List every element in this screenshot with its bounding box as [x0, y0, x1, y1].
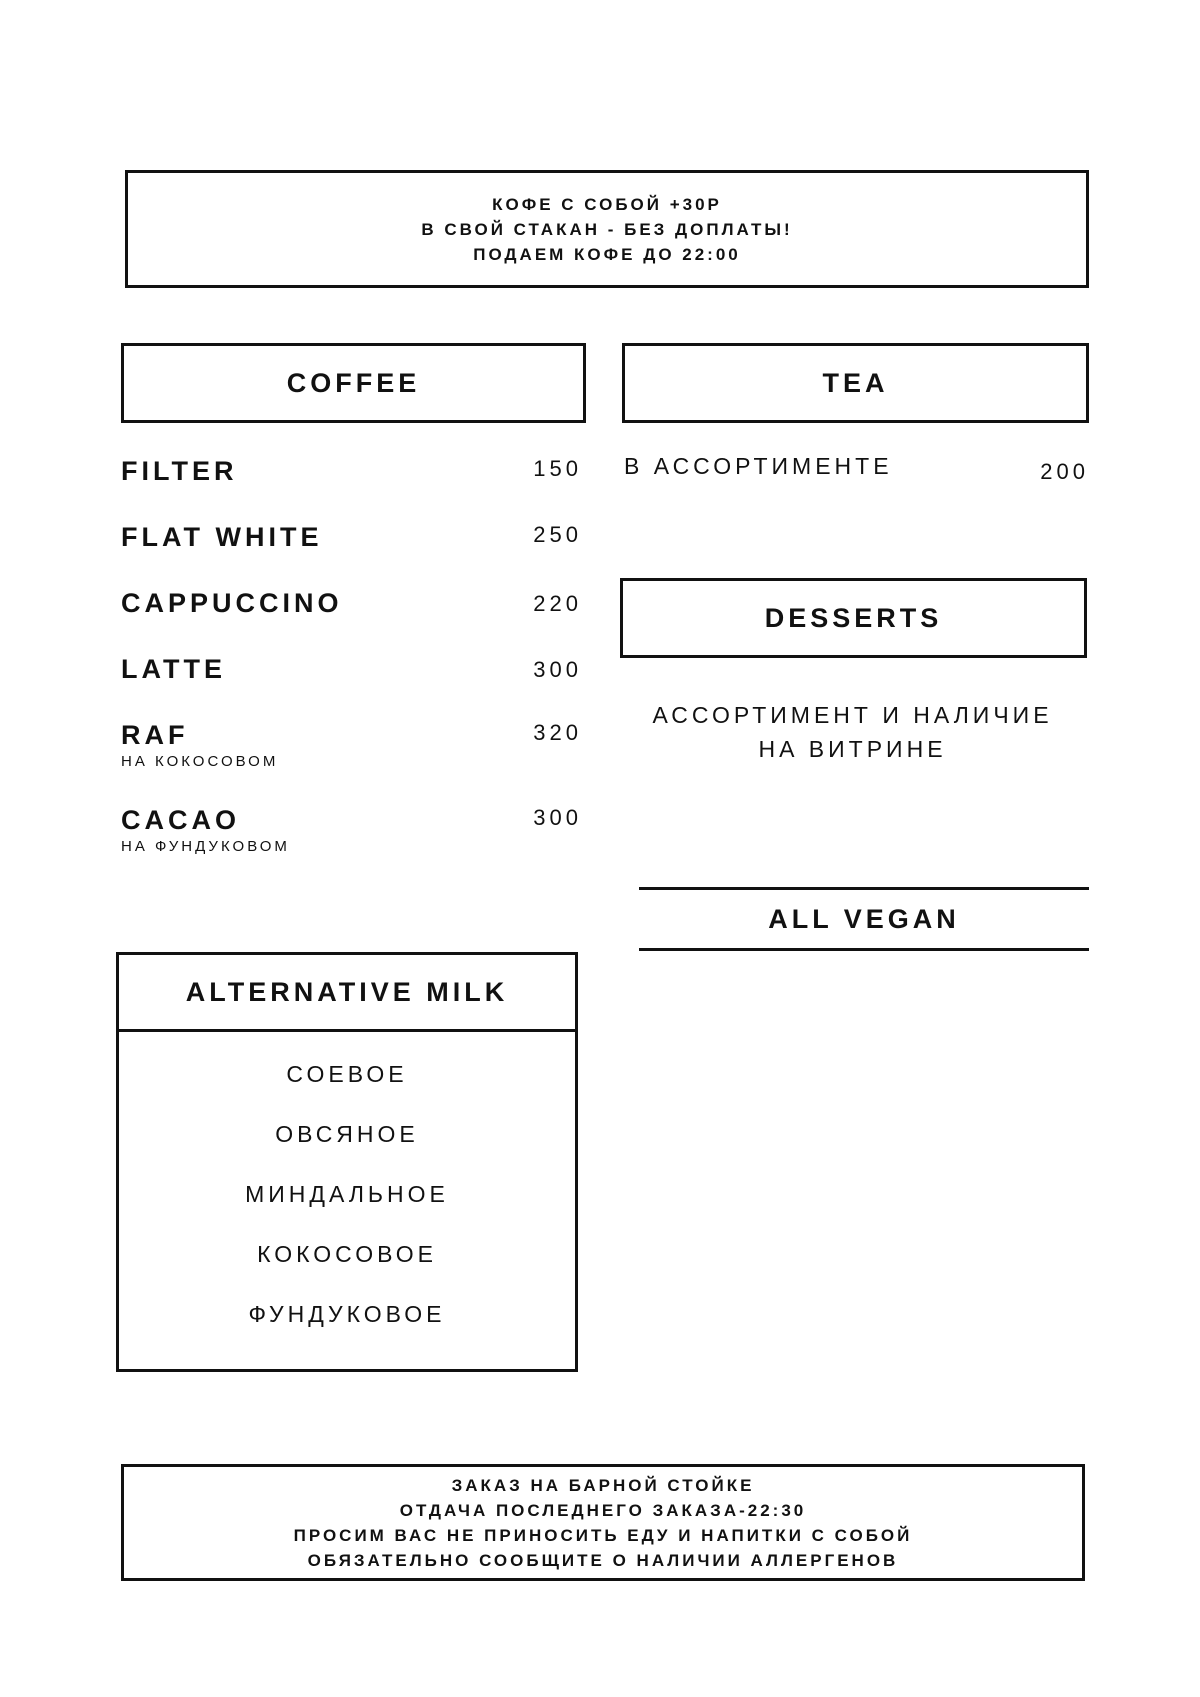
- alternative-milk-title: ALTERNATIVE MILK: [185, 976, 509, 1007]
- desserts-title: DESSERTS: [764, 602, 943, 633]
- vegan-header: [639, 890, 1089, 948]
- coffee-item-price: 320: [533, 720, 582, 745]
- milk-item: МИНДАЛЬНОЕ: [245, 1181, 449, 1207]
- top-notice-line: В СВОЙ СТАКАН - БЕЗ ДОПЛАТЫ!: [421, 219, 793, 239]
- alternative-milk-header: [116, 952, 578, 1032]
- coffee-item-price: 250: [533, 522, 582, 547]
- coffee-title: COFFEE: [286, 367, 421, 398]
- coffee-item-name: FLAT WHITE: [121, 522, 323, 552]
- coffee-item-price: 220: [533, 591, 582, 616]
- top-notice-line: КОФЕ С СОБОЙ +30Р: [492, 194, 722, 214]
- bottom-notice-line: ОБЯЗАТЕЛЬНО СООБЩИТЕ О НАЛИЧИИ АЛЛЕРГЕНОВ: [307, 1550, 899, 1570]
- tea-description: В АССОРТИМЕНТЕ: [624, 453, 893, 479]
- vegan-title: ALL VEGAN: [768, 903, 960, 934]
- tea-title: TEA: [822, 367, 889, 398]
- coffee-item-price: 300: [533, 805, 582, 830]
- milk-item: ОВСЯНОЕ: [275, 1121, 419, 1147]
- coffee-item-name: RAF: [121, 720, 189, 750]
- vegan-bottom-rule: [639, 948, 1089, 951]
- coffee-item-name: FILTER: [121, 456, 238, 486]
- milk-item: ФУНДУКОВОЕ: [248, 1301, 446, 1327]
- coffee-item-subtitle: НА ФУНДУКОВОМ: [121, 838, 290, 855]
- desserts-header: [620, 578, 1087, 658]
- milk-item: СОЕВОЕ: [286, 1061, 408, 1087]
- desserts-line: АССОРТИМЕНТ И НАЛИЧИЕ: [652, 702, 1053, 728]
- desserts-line: НА ВИТРИНЕ: [758, 736, 947, 762]
- bottom-notice-line: ПРОСИМ ВАС НЕ ПРИНОСИТЬ ЕДУ И НАПИТКИ С СОБОЙ: [293, 1525, 913, 1545]
- tea-price: 200: [1040, 459, 1089, 484]
- coffee-item-price: 150: [533, 456, 582, 481]
- milk-item: КОКОСОВОЕ: [257, 1241, 437, 1267]
- bottom-notice-line: ОТДАЧА ПОСЛЕДНЕГО ЗАКАЗА-22:30: [399, 1500, 807, 1520]
- coffee-item-subtitle: НА КОКОСОВОМ: [121, 753, 279, 770]
- desserts-description: [620, 698, 1085, 766]
- alternative-milk-list: [116, 1032, 578, 1372]
- top-notice-line: ПОДАЕМ КОФЕ ДО 22:00: [473, 244, 741, 264]
- coffee-item-price: 300: [533, 657, 582, 682]
- top-notice-box: [125, 170, 1089, 288]
- bottom-notice-line: ЗАКАЗ НА БАРНОЙ СТОЙКЕ: [451, 1475, 755, 1495]
- coffee-header: [121, 343, 586, 423]
- tea-header: [622, 343, 1089, 423]
- coffee-item-name: CACAO: [121, 805, 240, 835]
- coffee-item-name: LATTE: [121, 654, 226, 684]
- coffee-item-name: CAPPUCCINO: [121, 588, 343, 618]
- bottom-notice-box: [121, 1464, 1085, 1581]
